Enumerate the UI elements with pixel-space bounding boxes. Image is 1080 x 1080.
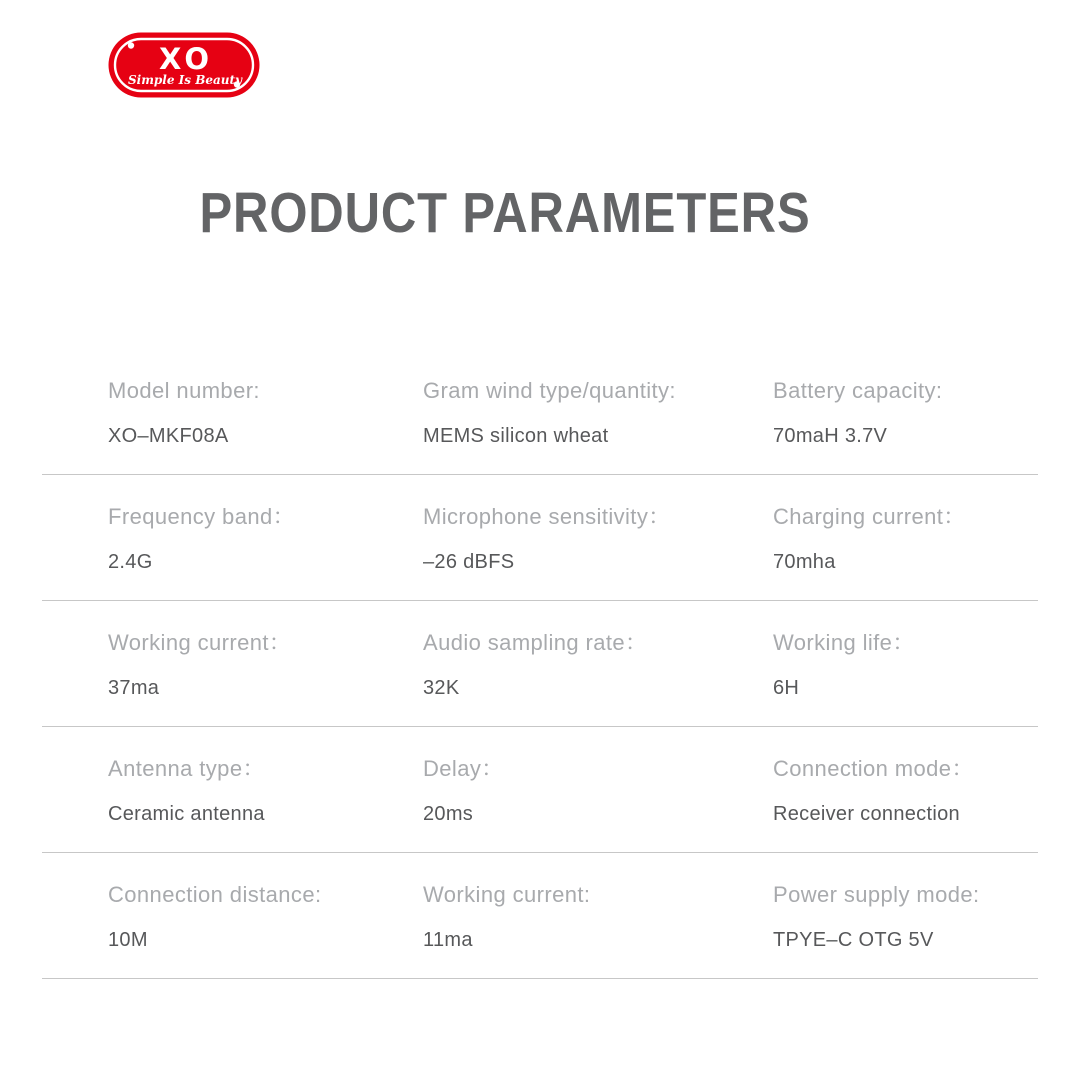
param-cell bbox=[108, 349, 423, 474]
param-value: 70mha bbox=[773, 551, 836, 573]
param-value: 11ma bbox=[423, 929, 473, 951]
param-value: MEMS silicon wheat bbox=[423, 425, 609, 447]
param-value: XO–MKF08A bbox=[108, 425, 229, 447]
param-value: 2.4G bbox=[108, 551, 153, 573]
param-value: Receiver connection bbox=[773, 803, 960, 825]
param-label: Battery capacity: bbox=[773, 378, 943, 403]
logo-dot-top-left bbox=[128, 42, 134, 48]
logo-slogan-text: Simple Is Beauty bbox=[127, 73, 243, 87]
param-cell bbox=[773, 349, 1038, 474]
param-label: Model number: bbox=[108, 378, 260, 403]
param-cell bbox=[773, 727, 1038, 852]
param-value: Ceramic antenna bbox=[108, 803, 265, 825]
param-value: 37ma bbox=[108, 677, 160, 699]
param-label: Working life： bbox=[773, 630, 915, 655]
param-cell bbox=[423, 853, 773, 978]
param-value: 32K bbox=[423, 677, 460, 699]
param-value: 10M bbox=[108, 929, 148, 951]
param-value: TPYE–C OTG 5V bbox=[773, 929, 934, 951]
param-row bbox=[42, 349, 1038, 475]
xo-logo bbox=[108, 32, 260, 98]
param-label: Gram wind type/quantity: bbox=[423, 378, 676, 403]
param-cell bbox=[773, 601, 1038, 726]
param-value: 20ms bbox=[423, 803, 474, 825]
param-cell bbox=[108, 601, 423, 726]
param-label: Delay： bbox=[423, 756, 504, 781]
param-label: Antenna type： bbox=[108, 756, 265, 781]
param-cell bbox=[773, 853, 1038, 978]
param-value: 6H bbox=[773, 677, 800, 699]
logo-brand-text: XO bbox=[159, 42, 213, 76]
param-row bbox=[42, 727, 1038, 853]
param-cell bbox=[108, 475, 423, 600]
page-title: PRODUCT PARAMETERS bbox=[199, 181, 811, 245]
param-label: Audio sampling rate： bbox=[423, 630, 648, 655]
param-row bbox=[42, 853, 1038, 979]
param-cell bbox=[773, 475, 1038, 600]
param-cell bbox=[423, 475, 773, 600]
param-cell bbox=[423, 727, 773, 852]
param-label: Charging current： bbox=[773, 504, 966, 529]
param-label: Connection mode： bbox=[773, 756, 974, 781]
param-label: Frequency band： bbox=[108, 504, 295, 529]
param-value: –26 dBFS bbox=[423, 551, 515, 573]
param-label: Connection distance: bbox=[108, 882, 322, 907]
param-value: 70maH 3.7V bbox=[773, 425, 888, 447]
param-label: Working current: bbox=[423, 882, 591, 907]
param-label: Power supply mode: bbox=[773, 882, 980, 907]
parameters-table bbox=[42, 349, 1038, 979]
param-cell bbox=[108, 727, 423, 852]
param-cell bbox=[108, 853, 423, 978]
param-label: Working current： bbox=[108, 630, 292, 655]
param-cell bbox=[423, 601, 773, 726]
param-label: Microphone sensitivity： bbox=[423, 504, 671, 529]
param-row bbox=[42, 601, 1038, 727]
param-cell bbox=[423, 349, 773, 474]
xo-logo-graphic bbox=[108, 32, 260, 98]
param-row bbox=[42, 475, 1038, 601]
